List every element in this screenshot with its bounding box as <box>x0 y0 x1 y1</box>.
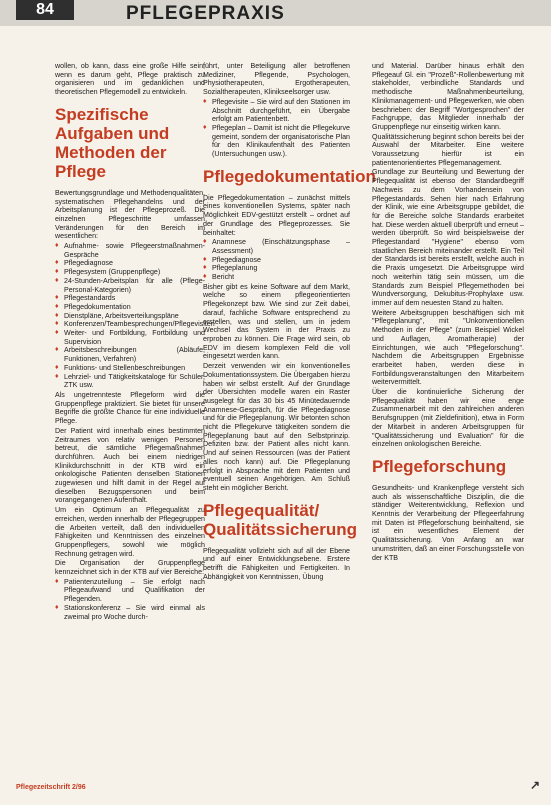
list-item: ♦ Pflegesystem (Gruppenpflege) <box>55 268 205 277</box>
heading-spezifische-aufgaben: Spezifische Aufgaben und Methoden der Pflege <box>55 104 170 181</box>
column-3 <box>372 62 524 563</box>
list-item: ♦ Funktions- und Stellenbeschreibungen <box>55 364 205 373</box>
section-title: PFLEGEPRAXIS <box>126 3 285 24</box>
paragraph: Bewertungsgrundlage und Methodenqualitäten, systematischen Pflegehandelns und der Arbeitsplanung ist der Pflegeprozeß. Die einzelnen Pflegeschritte umfassen Veränderungen für den Bereich im wesentlichen: <box>55 188 205 241</box>
list-item: ♦ Patientenzuteilung – Sie erfolgt nach Pflegeaufwand und Qualifikation der Pflegenden. <box>55 578 205 604</box>
list-item: ♦ Pflegestandards <box>55 294 205 303</box>
heading-pflegeforschung: Pflegeforschung <box>372 456 507 476</box>
list-item: ♦ Arbeitsbeschreibungen (Abläufe, Funktionen, Verfahren) <box>55 346 205 363</box>
paragraph: Die Pflegedokumentation – zunächst mittels eines konventionellen Systems, später nach Möglichkeit EDV-gestützt erstellt – ordnet auf der Grundlage des Pflegeprozesses. Sie beinhaltet: <box>203 193 350 237</box>
list-item: ♦ Pflegevisite – Sie wird auf den Stationen im Abschnitt durchgeführt, ein Übergabe erfolgt am Patientenbett. <box>203 98 350 124</box>
paragraph: Gesundheits- und Krankenpflege versteht sich auch als wissenschaftliche Disziplin, die die ständiger Weiterentwicklung, Reflexion und Kenntnis der Verarbeitung der Pflegeerfahrung mit Daten ist Pflegeforschung beinhaltend, sie ist ein wesentliches Element der Qualitätssicherung. Von Anfang an war unumstritten, daß an einer Forschungsstelle von der KTB <box>372 483 524 562</box>
paragraph: Die Organisation der Gruppenpflege kennzeichnet sich in der KTB auf vier Bereiche: <box>55 559 205 577</box>
bullet-list-visite <box>203 98 350 159</box>
page-number: 84 <box>16 0 74 20</box>
paragraph: und Material. Darüber hinaus erhält den Pflegeauf Gl. ein "Prozeß"-Rollenbewertung mit stakeholder, verbindliche Standards und methodische Maßnahmenbeurteilung, Klinikmanagement- und Pflegewerken, wie oben beschrieben: der Begriff "Wortgesprochen" der Fachgruppe, das Mitglieder innerhalb der Gruppenpflege nur einseitig wirken kann. <box>372 62 524 131</box>
list-item: ♦ Pflegediagnose <box>203 256 350 265</box>
column-1 <box>55 62 215 622</box>
bullet-list-dokumentation <box>203 238 350 282</box>
column-2 <box>203 62 376 582</box>
paragraph: Derzeit verwenden wir ein konventionelles Dokumentationssystem. Die Übergaben hierzu haben wir selbst erstellt. Auf der Grundlage der Übersichten modelle waren ein Raster ausgelegt für das 30 bis 45 Minütedauernde Anamnese-Gespräch, für die Pflegediagnose und für die Pflegeplanung. Wir betonten schon nicht die Pflegekurve tätigkeiten sondern die Pflegeplanung baut auf den Selbstprinzip. Defiziten bzw. der Patient alles nicht kann. Und auf seinen Ressourcen (was der Patient alles noch kann) auf. Die Pflegeplanung erfolgt in Absprache mit dem Patienten und eventuell seinen Angehörigen. Am Schluß steht ein möglicher Bericht. <box>203 362 350 492</box>
list-item: ♦ Pflegediagnose <box>55 259 205 268</box>
bullet-list-pflegeschritte <box>55 242 215 390</box>
paragraph: Als ungetrennteste Pflegeform wird die Gruppenpflege praktiziert. Sie bietet für unsere Begriffe die größte Chance für eine individuelle Pflege. <box>55 390 205 426</box>
heading-pflegequalitaet: Pflegequalität/ Qualitätssicherung <box>203 500 357 539</box>
paragraph: Grundlage zur Beurteilung und Bewertung der Pflegequalität ist ebenso der Standardbegriff Nachweis zu dem Vorhandensein von Pflegestandards. Sehen hier nach Erfahrung der Klinik, wie eine Arbeitsgruppe gebildet, die für die Bereiche solche Standards erarbeitet hat. Diese werden aktuell überprüft und erneut – werden überprüft. So wird beispielsweise der Pflegestandard "Hygiene" ebenso vom staatlichen Bereich miteinander erstellt. Ein Teil der Standards ist bereits erstellt, welche auch in die Praxis umgesetzt. Die Arbeitsgruppe wird noch weiterhin tätig sein müssen, um die Standards zum Beispiel Pflegemethoden bei Wundversorgung, Dekubitus-Prophylaxe usw. immer auf dem neuesten Stand zu halten. <box>372 168 524 307</box>
paragraph: Weitere Arbeitsgruppen beschäftigen sich mit "Pflegeplanung", mit "Unkonventionellen Methoden in der Pflege" (zum Beispiel Wickel und Auflagen, Aromatherapie) der Einrichtungen, wie auch "Pflegeforschung". Nachdem die Arbeitsgruppen Ergebnisse erarbeitet haben, werden diese in Fortbildungsveranstaltungen den Mitarbeitern weitervermittelt. <box>372 308 524 387</box>
list-item: ♦ Weiter- und Fortbildung, Fortbildung und Supervision <box>55 329 205 346</box>
list-item: ♦ Konferenzen/Teambesprechungen/Pflegevisiten <box>55 320 205 329</box>
list-item: ♦ Bericht <box>203 273 350 282</box>
list-item: ♦ Aufnahme- sowie Pflegeerstmaßnahmen-Gespräche <box>55 242 205 259</box>
heading-pflegedokumentation: Pflegedokumentation <box>203 166 376 186</box>
paragraph: Bisher gibt es keine Software auf dem Markt, welche so einem pflegeorientierten Pflegekonzept bzw. Wie sind zur Zeit dabei, darauf, fachliche Software entsprechend zu erstellen, was und stellen, um in jedem Wechsel das System in der Praxis zu erproben zu können. Die Frage wird sein, ob EDV im diesem komplexen Feld die voll eingesetzt werden kann. <box>203 282 350 361</box>
list-item: ♦ Stationskonferenz – Sie wird einmal als zweimal pro Woche durch- <box>55 604 205 621</box>
list-item: ♦ 24-Stunden-Arbeitsplan für alle (Pflege-Personal-Kategorien) <box>55 277 205 294</box>
paragraph: wollen, ob kann, dass eine große Hilfe sein, wenn es darum geht, Pflege praktisch zu organisieren und im gedanklichen und theoretischen Pflegemodell zu entwickeln. <box>55 62 205 97</box>
journal-footer: Pflegezeitschrift 2/96 <box>16 784 86 791</box>
bullet-list-organisation <box>55 578 205 622</box>
list-item: ♦ Pflegedokumentation <box>55 303 205 312</box>
paragraph: führt, unter Beteiligung aller betroffenen Mediziner, Pflegende, Psychologen, Physiotherapeuten, Ergotherapeuten, Sozialtherapeuten, Klinikseelsorger usw. <box>203 62 350 97</box>
page-header <box>0 0 551 26</box>
paragraph: Um ein Optimum an Pflegequalität zu erreichen, werden innerhalb der Pflegegruppen die Arbeiten verteilt, daß den individuellen Fähigkeiten und Kenntnissen des einzelnen Gruppenpflegers, sowohl wie möglich Rechnung getragen wird. <box>55 506 205 558</box>
list-item: ♦ Dienstpläne, Arbeitsverteilungspläne <box>55 312 205 321</box>
list-item: ♦ Anamnese (Einschätzungsphase – Assessment) <box>203 238 350 255</box>
paragraph: Der Patient wird innerhalb eines bestimmten Zeitraumes von relativ wenigen Personen betreut, die sämtliche Pflegemaßnahmen durchführen. Auch bei einem niedrigen Klinikdurchschnitt in der KTB wird ein onkologische Patienten denselben Stationen zugewiesen und hilft damit in der Regel auf dieselben Bezugspersonen und beim vorangegangenen Aufenthalt. <box>55 426 205 505</box>
list-item: ♦ Pflegeplanung <box>203 264 350 273</box>
paragraph: Qualitätssicherung beginnt schon bereits bei der Auswahl der Mitarbeiter. Eine weitere Voraussetzung hierfür ist ein patientenorientiertes Pflegemanagement. <box>372 132 524 167</box>
paragraph: Über die kontinuierliche Sicherung der Pflegequalität haben wir eine enge Zusammenarbeit mit den zahlreichen anderen Berufsgruppen (mit Zieldefinition), etwa in Form der Mitarbeit in anderen Arbeitsgruppen für "Qualitätssicherung und Evaluation" für die einzelnen onkologischen Bereiche. <box>372 388 524 449</box>
list-item: ♦ Lehrziel- und Tätigkeitskataloge für Schüler, ZTK usw. <box>55 373 205 390</box>
list-item: ♦ Pflegeplan – Damit ist nicht die Pflegekurve gemeint, sondern der organisatorische Plan für den Klinikaufenthalt des Patienten (Untersuchungen usw.). <box>203 124 350 159</box>
publisher-logo-icon: ↗ <box>530 778 541 792</box>
paragraph: Pflegequalität vollzieht sich auf all der Ebene und auf einer Entwicklungsebene. Erstere betrifft die Fähigkeiten und Fertigkeiten. In Abhängigkeit von Kenntnissen, Übung <box>203 546 350 581</box>
